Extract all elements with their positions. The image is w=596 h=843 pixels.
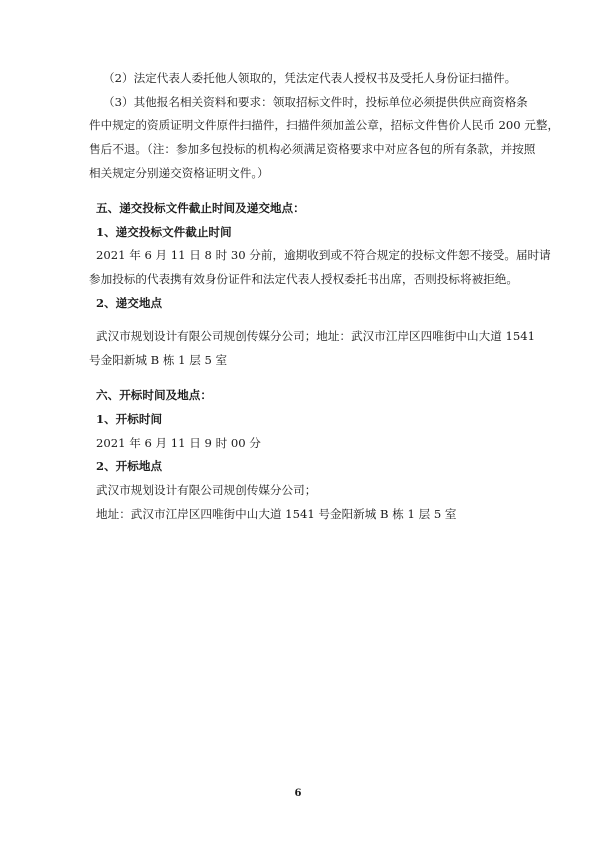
opening-address: 地址：武汉市江岸区四唯街中山大道 1541 号金阳新城 B 栋 1 层 5 室 [96, 507, 457, 521]
opening-time: 2021 年 6 月 11 日 9 时 00 分 [96, 436, 261, 450]
section5-sub1-heading: 1、递交投标文件截止时间 [96, 225, 232, 239]
opening-place: 武汉市规划设计有限公司规创传媒分公司； [96, 483, 317, 497]
section5-heading: 五、递交投标文件截止时间及递交地点： [96, 201, 305, 215]
para-other-requirements-line4: 相关规定分别递交资格证明文件。） [89, 166, 269, 180]
deadline-text-line1: 2021 年 6 月 11 日 8 时 30 分前，逾期收到或不符合规定的投标文件恕不接受。届时请 [96, 248, 551, 262]
para-other-requirements-line3: 售后不退。（注：参加多包投标的机构必须满足资格要求中对应各包的所有条款，并按照 [89, 142, 536, 156]
para-other-requirements-line1: （3）其他报名相关资料和要求：领取招标文件时，投标单位必须提供供应商资格条 [103, 95, 528, 109]
para-other-requirements-line2: 件中规定的资质证明文件原件扫描件，扫描件须加盖公章，招标文件售价人民币 200 元整， [89, 118, 560, 132]
section6-sub1-heading: 1、开标时间 [96, 412, 163, 426]
deadline-text-line2: 参加投标的代表携有效身份证件和法定代表人授权委托书出席，否则投标将被拒绝。 [89, 272, 518, 286]
section5-sub2-heading: 2、递交地点 [96, 296, 163, 310]
submission-place-line1: 武汉市规划设计有限公司规创传媒分公司；地址：武汉市江岸区四唯街中山大道 1541 [96, 329, 535, 343]
section6-heading: 六、开标时间及地点： [96, 388, 212, 402]
section6-sub2-heading: 2、开标地点 [96, 459, 163, 473]
submission-place-line2: 号金阳新城 B 栋 1 层 5 室 [89, 353, 228, 367]
page-number: 6 [294, 788, 302, 799]
para-legal-rep-delegation: （2）法定代表人委托他人领取的，凭法定代表人授权书及受托人身份证扫描件。 [103, 71, 517, 85]
